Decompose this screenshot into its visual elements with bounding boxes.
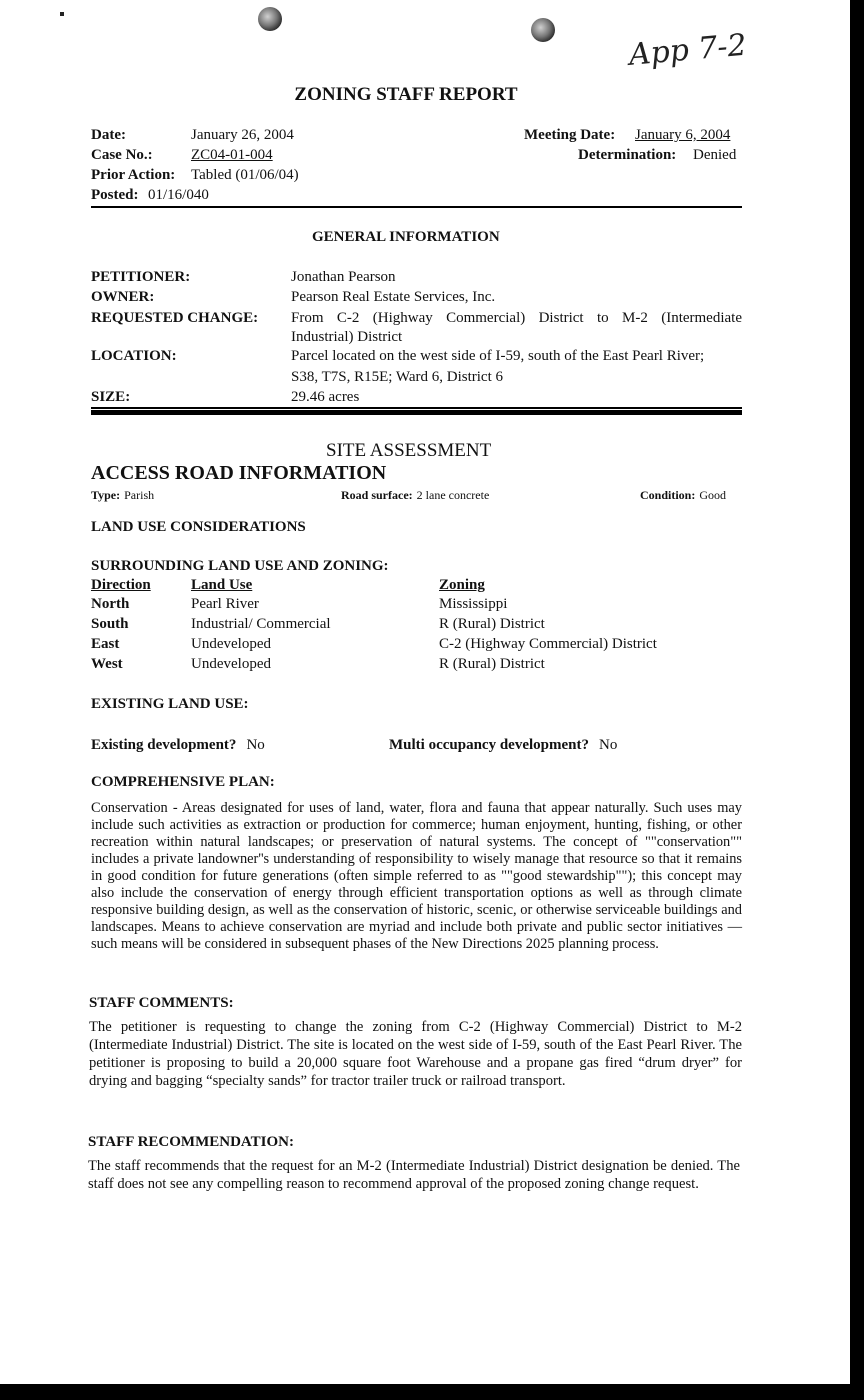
prior-action-value: Tabled (01/06/04) [191,167,299,183]
road-condition-label: Condition: [640,488,696,502]
scan-border-right [850,0,864,1400]
location-label: LOCATION: [91,348,177,364]
general-info-heading: GENERAL INFORMATION [312,229,500,245]
column-zoning: Zoning [439,577,485,593]
table-row-land-use: Undeveloped [191,636,271,652]
requested-change-label: REQUESTED CHANGE: [91,310,259,326]
general-divider-thick [91,410,742,415]
scan-speck [60,12,64,16]
site-assessment-heading: SITE ASSESSMENT [326,440,492,461]
staff-comments-heading: STAFF COMMENTS: [89,995,234,1011]
road-surface [341,486,489,504]
location-line1: Parcel located on the west side of I-59, south of the East Pearl River; [291,348,705,364]
handwritten-note [625,28,785,73]
access-road-heading: ACCESS ROAD INFORMATION [91,462,387,484]
table-row-direction: South [91,616,129,632]
case-label: Case No.: [91,147,153,163]
road-surface-label: Road surface: [341,488,413,502]
petitioner-label: PETITIONER: [91,269,191,285]
road-condition [640,486,726,504]
report-title: ZONING STAFF REPORT [294,84,518,105]
road-surface-value: 2 lane concrete [416,488,490,502]
determination-value: Denied [693,147,737,163]
road-type-label: Type: [91,488,121,502]
land-use-heading: LAND USE CONSIDERATIONS [91,519,306,535]
posted-label: Posted: [91,187,139,203]
table-row-zoning: R (Rural) District [439,616,545,632]
table-row-direction: East [91,636,120,652]
existing-development [91,736,265,754]
case-number: ZC04-01-004 [191,147,273,163]
prior-action-label: Prior Action: [91,167,176,183]
road-type-value: Parish [124,488,155,502]
date-label: Date: [91,127,126,143]
meeting-date-label: Meeting Date: [524,127,616,143]
requested-change-line1: From C-2 (Highway Commercial) District to M-2 (Intermediate [291,310,742,326]
date-value: January 26, 2004 [191,127,294,143]
multi-occupancy [389,736,617,754]
owner-label: OWNER: [91,289,155,305]
size-value: 29.46 acres [291,389,360,405]
general-divider-thin [91,407,742,409]
road-type [91,486,154,504]
size-label: SIZE: [91,389,131,405]
meeting-date-value: January 6, 2004 [635,127,731,143]
staff-recommendation-text: The staff recommends that the request for an M-2 (Intermediate Industrial) District designation be denied. The staff does not see any compelling reason to recommend approval of the proposed zoning change request. [88,1158,740,1192]
column-land-use: Land Use [191,577,253,593]
svg-text:App 7-2: App 7-2 [627,28,748,73]
requested-change-line2: Industrial) District [291,329,403,345]
staff-comments-text: The petitioner is requesting to change the zoning from C-2 (Highway Commercial) District to M-2 (Intermediate Industrial) District. The site is located on the west side of I-59, south of the East Pearl River. The petitioner is proposing to build a 20,000 square foot Warehouse and a propane gas fired “drum dryer” for drying and bagging “specialty sands” for tractor trailer truck or railroad transport. [89,1019,742,1089]
table-row-land-use: Undeveloped [191,656,271,672]
comprehensive-plan-text: Conservation - Areas designated for uses of land, water, flora and fauna that appear naturally. Such uses may include such activities as extraction or production for commerce; human enjoyment, hunting, fishing, or other recreation within natural landscapes; or preservation of natural systems. The concept of ""conservation"" includes a private landowner''s understanding of responsibility to wisely manage that resource so that it remains in good condition for future generations (often simple referred to as ""good stewardship""); this concept may also include the conservation of energy through efficient transportation options as well as through climate responsive building design, as well as the conservation of historic, scenic, or otherwise serviceable buildings and landscapes. Means to achieve conservation are myriad and include both private and public sector initiatives — such means will be considered in subsequent phases of the New Directions 2025 planning process. [91,800,742,952]
determination-label: Determination: [578,147,677,163]
table-row-land-use: Pearl River [191,596,259,612]
posted-value: 01/16/040 [148,187,209,203]
existing-land-use-heading: EXISTING LAND USE: [91,696,249,712]
header-divider [91,206,742,208]
column-direction: Direction [91,577,151,593]
existing-development-label: Existing development? [91,737,237,753]
location-line2: S38, T7S, R15E; Ward 6, District 6 [291,369,503,385]
existing-development-value: No [246,737,265,753]
multi-occupancy-label: Multi occupancy development? [389,737,589,753]
table-row-zoning: Mississippi [439,596,508,612]
multi-occupancy-value: No [599,737,618,753]
comprehensive-plan-heading: COMPREHENSIVE PLAN: [91,774,275,790]
scan-border-bottom [0,1384,864,1400]
punch-hole-right [531,18,555,42]
petitioner-value: Jonathan Pearson [291,269,396,285]
table-row-direction: North [91,596,130,612]
table-row-zoning: C-2 (Highway Commercial) District [439,636,657,652]
road-condition-value: Good [699,488,727,502]
table-row-zoning: R (Rural) District [439,656,545,672]
table-row-direction: West [91,656,123,672]
punch-hole-left [258,7,282,31]
table-row-land-use: Industrial/ Commercial [191,616,331,632]
staff-recommendation-heading: STAFF RECOMMENDATION: [88,1134,294,1150]
owner-value: Pearson Real Estate Services, Inc. [291,289,496,305]
surrounding-heading: SURROUNDING LAND USE AND ZONING: [91,558,389,574]
